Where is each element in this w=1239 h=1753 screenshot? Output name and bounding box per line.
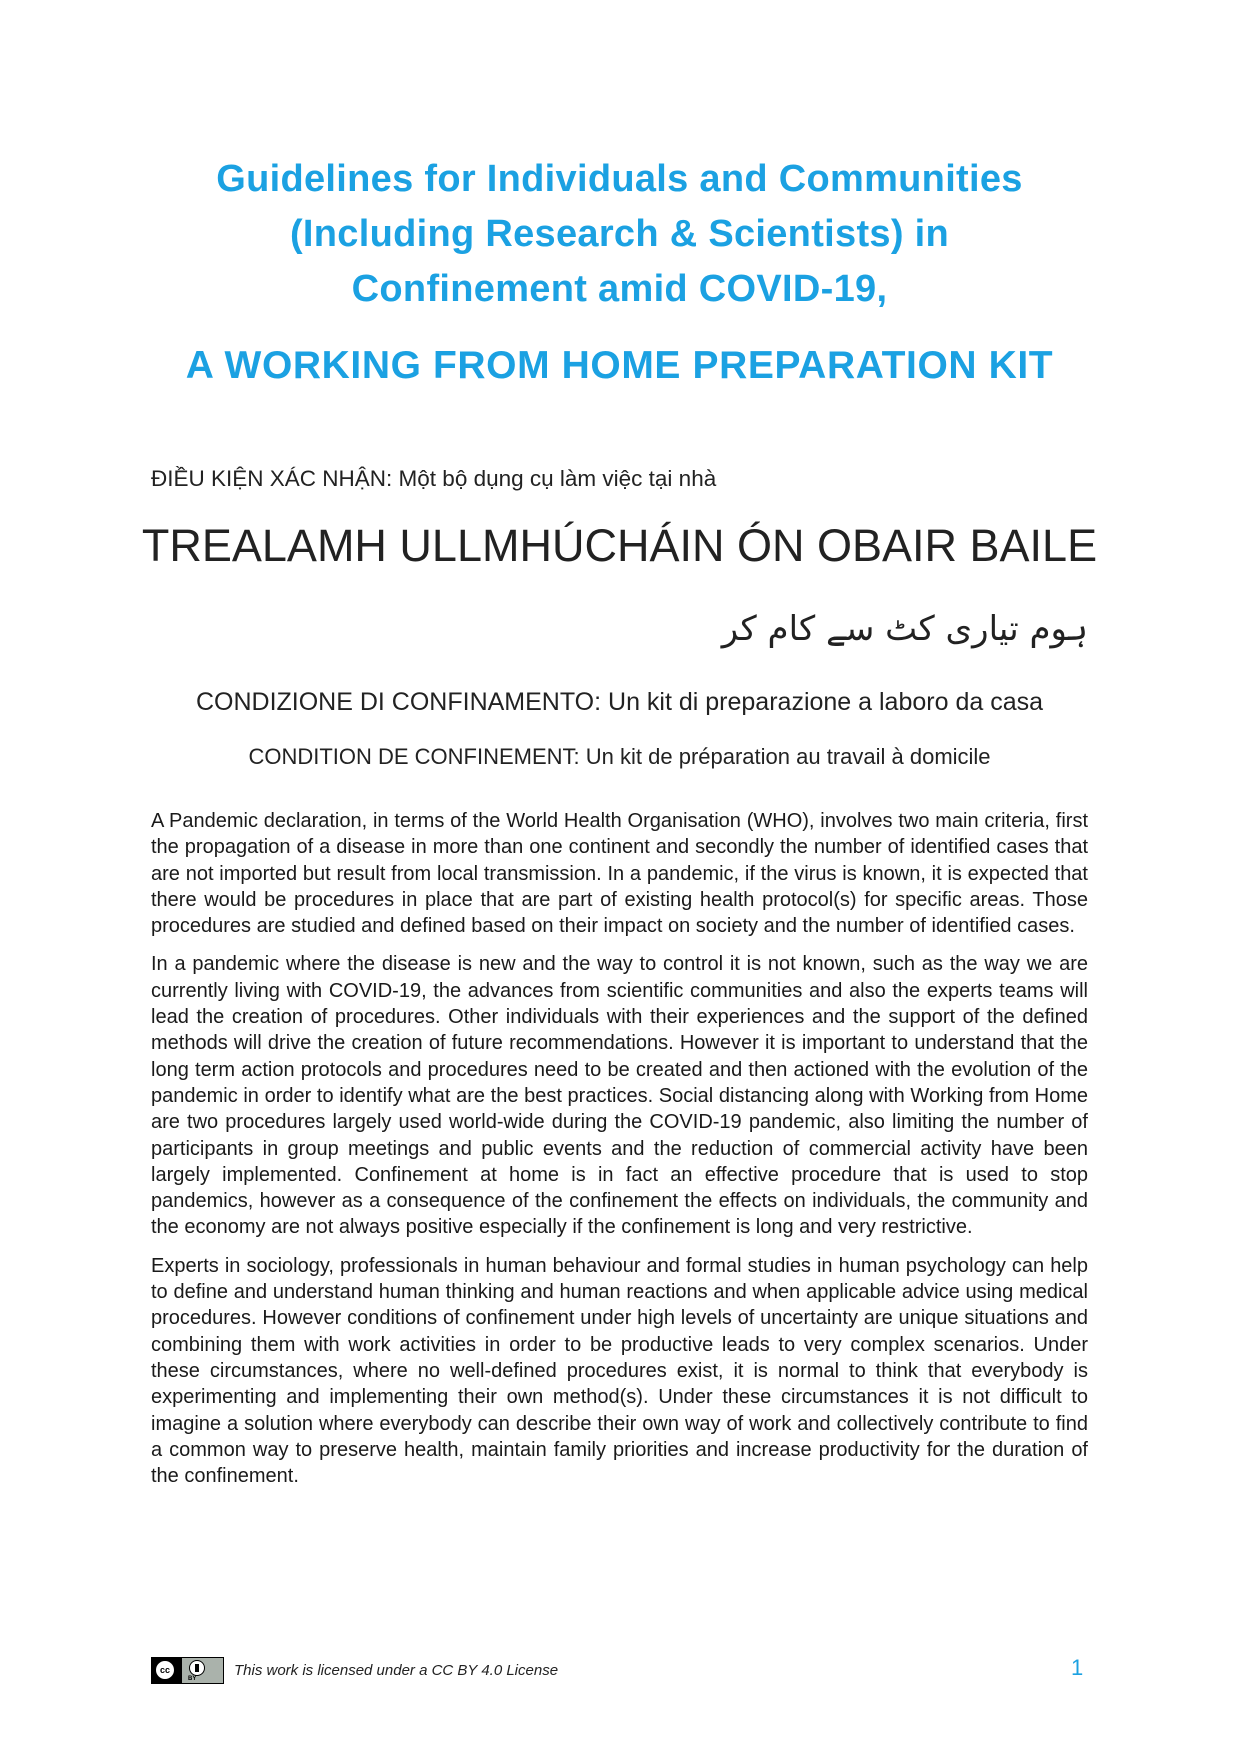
body-text [151, 808, 1088, 1501]
irish-translation: TREALAMH ULLMHÚCHÁIN ÓN OBAIR BAILE [141, 520, 1098, 571]
title-line-1: Guidelines for Individuals and Communities [216, 158, 1023, 200]
paragraph: Experts in sociology, professionals in human behaviour and formal studies in human psychology can help to define and understand human thinking and human reactions and when applicable advice using medical procedures. However conditions of confinement under high levels of uncertainty are unique situations and combining them with work activities in order to be productive leads to very complex scenarios. Under these circumstances, where no well-defined procedures exist, it is normal to think that everybody is experimenting and implementing their own method(s). Under these circumstances it is not difficult to imagine a solution where everybody can describe their own way of work and collectively contribute to find a common way to preserve health, maintain family priorities and increase productivity for the duration of the confinement. [151, 1254, 1088, 1488]
paragraph: A Pandemic declaration, in terms of the World Health Organisation (WHO), involves two main criteria, first the propagation of a disease in more than one continent and secondly the number of identified cases that are not imported but result from local transmission. In a pandemic, if the virus is known, it is expected that there would be procedures in place that are part of existing health protocol(s) for specific areas. Those procedures are studied and defined based on their impact on society and the number of identified cases. [151, 810, 1088, 938]
page-number: 1 [1071, 1655, 1084, 1680]
license-text: This work is licensed under a CC BY 4.0 License [234, 1662, 559, 1679]
title-line-3: Confinement amid COVID-19, [351, 268, 888, 310]
paragraph: In a pandemic where the disease is new and the way to control it is not known, such as the way we are currently living with COVID-19, the advances from scientific communities and also the experts teams will lead the creation of procedures. Other individuals with their experiences and the support of the defined methods will drive the creation of future recommendations. However it is important to understand that the long term action protocols and procedures need to be created and then actioned with the evolution of the pandemic in order to identify what are the best practices. Social distancing along with Working from Home are two procedures largely used world-wide during the COVID-19 pandemic, also limiting the number of participants in group meetings and public events and the reduction of commercial activity have been largely implemented. Confinement at home is in fact an effective procedure that is used to stop pandemics, however as a consequence of the confinement the effects on individuals, the community and the economy are not always positive especially if the confinement is long and very restrictive. [151, 953, 1088, 1239]
title-line-2: (Including Research & Scientists) in [289, 213, 950, 255]
french-translation: CONDITION DE CONFINEMENT: Un kit de préparation au travail à domicile [248, 744, 991, 769]
footer [151, 1657, 558, 1684]
by-label: BY [188, 1676, 197, 1682]
italian-translation: CONDIZIONE DI CONFINAMENTO: Un kit di preparazione a laboro da casa [195, 688, 1044, 716]
attribution-person-icon [189, 1660, 205, 1676]
document-title [100, 152, 1139, 317]
document-subtitle: A WORKING FROM HOME PREPARATION KIT [185, 344, 1054, 387]
urdu-translation: ہوم تیاری کٹ سے کام کر [721, 609, 1088, 649]
creative-commons-icon: cc [155, 1660, 175, 1680]
vietnamese-translation: ĐIỀU KIỆN XÁC NHẬN: Một bộ dụng cụ làm việc tại nhà [151, 466, 717, 491]
cc-by-license-badge-icon[interactable] [151, 1657, 224, 1684]
